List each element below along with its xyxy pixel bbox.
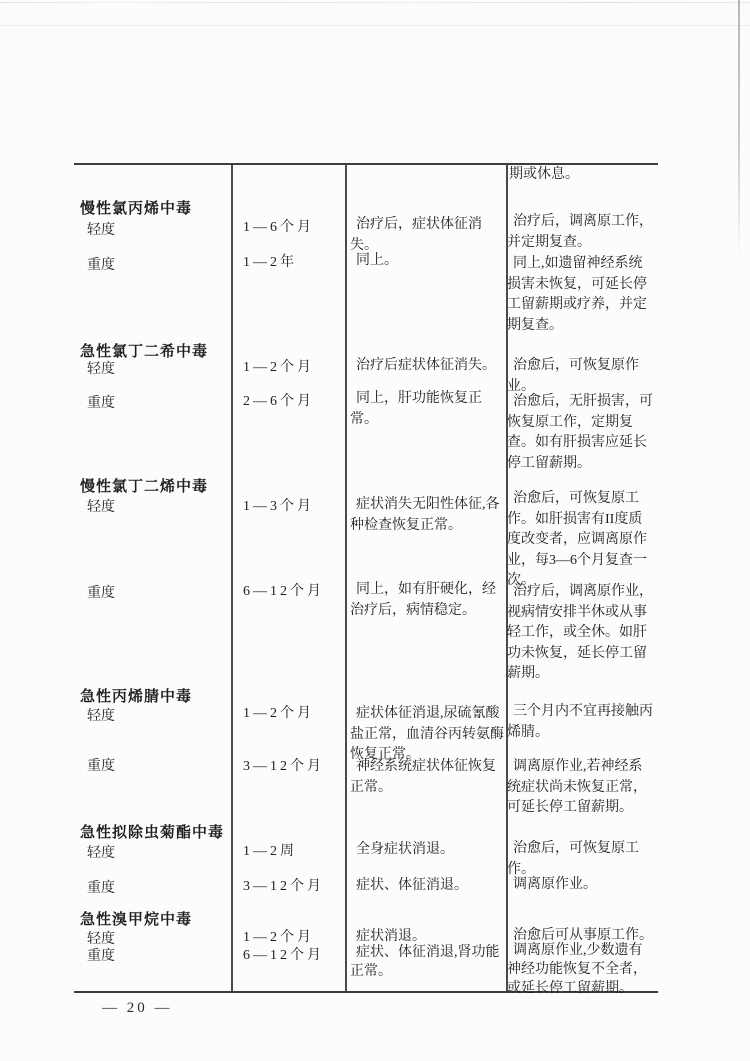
- cell-outcome: 症状、体征消退,肾功能正常。: [350, 945, 500, 979]
- cell-duration: 1—2年: [243, 255, 297, 270]
- cell-outcome: 同上。: [356, 253, 398, 268]
- cell-severity: 轻度: [87, 709, 115, 724]
- cell-management: 治愈后，无肝损害，可恢复原工作，定期复查。如有肝损害应延长停工留薪期。: [507, 394, 653, 471]
- table-column-rule: [231, 164, 233, 991]
- section-title: 急性溴甲烷中毒: [80, 912, 193, 928]
- scan-artifact-edge: [738, 0, 740, 260]
- cell-duration: 1—6个月: [243, 220, 314, 235]
- cell-outcome: 全身症状消退。: [356, 842, 454, 857]
- cell-management: 调离原作业,少数遗有神经功能恢复不全者，或延长停工留薪期。: [507, 943, 647, 996]
- cell-duration: 3—12个月: [243, 759, 324, 774]
- cell-duration: 1—2个月: [243, 706, 314, 721]
- cell-severity: 轻度: [87, 932, 115, 947]
- scan-artifact-line: [0, 25, 750, 26]
- cell-severity: 重度: [87, 396, 115, 411]
- cell-duration: 6—12个月: [243, 948, 324, 963]
- scan-artifact-line: [0, 2, 750, 3]
- section-title: 急性氯丁二希中毒: [80, 344, 209, 360]
- cell-duration: 2—6个月: [243, 394, 314, 409]
- cell-severity: 重度: [87, 881, 115, 896]
- cell-outcome: 同上，如有肝硬化，经治疗后，病情稳定。: [350, 582, 496, 618]
- cell-management: 治愈后，可恢复原工作。如肝损害有II度质度改变者，应调离原作业，每3—6个月复查一次。: [507, 491, 647, 588]
- cell-duration: 1—2个月: [243, 360, 314, 375]
- section-title: 慢性氯丁二烯中毒: [80, 479, 209, 495]
- section-title: 急性丙烯腈中毒: [80, 689, 193, 705]
- cell-duration: 1—2周: [243, 844, 297, 859]
- cell-outcome: 治疗后症状体征消失。: [356, 358, 496, 373]
- cell-management: 调离原作业,若神经系统症状尚未恢复正常，可延长停工留薪期。: [507, 759, 647, 815]
- page-number: — 20 —: [102, 1000, 173, 1016]
- cell-duration: 1—3个月: [243, 499, 314, 514]
- cell-severity: 重度: [87, 949, 115, 964]
- cell-severity: 轻度: [87, 362, 115, 377]
- cell-severity: 轻度: [87, 846, 115, 861]
- cell-outcome: 治疗后，症状体征消失。: [350, 217, 482, 253]
- cell-management-continued: 期或休息。: [509, 167, 579, 182]
- cell-management: 治疗后，调离原作业，视病情安排半休或从事轻工作，或全休。如肝功未恢复，延长停工留薪期。: [507, 584, 653, 681]
- section-title: 急性拟除虫菊酯中毒: [80, 825, 225, 841]
- section-title: 慢性氯丙烯中毒: [80, 201, 193, 217]
- cell-management: 治愈后可从事原工作。: [513, 928, 653, 943]
- cell-management: 治疗后，调离原工作，并定期复查。: [507, 214, 653, 250]
- cell-severity: 轻度: [87, 500, 115, 515]
- cell-duration: 6—12个月: [243, 584, 324, 599]
- cell-severity: 重度: [87, 586, 115, 601]
- cell-management: 治愈后，可恢复原工作。: [507, 841, 639, 877]
- cell-outcome: 症状消失无阳性体征,各种检查恢复正常。: [350, 497, 500, 533]
- cell-outcome: 神经系统症状体征恢复正常。: [350, 759, 496, 795]
- cell-management: 治愈后，可恢复原作业。: [507, 358, 639, 394]
- cell-severity: 轻度: [87, 223, 115, 238]
- cell-duration: 3—12个月: [243, 879, 324, 894]
- cell-outcome: 症状、体征消退。: [356, 878, 468, 893]
- cell-management: 调离原作业。: [513, 877, 597, 892]
- table-column-rule: [345, 164, 347, 991]
- cell-duration: 1—2个月: [243, 930, 314, 945]
- cell-severity: 重度: [87, 759, 115, 774]
- cell-management: 同上,如遗留神经系统损害未恢复，可延长停工留薪期或疗养，并定期复查。: [507, 256, 647, 333]
- cell-outcome: 同上，肝功能恢复正常。: [350, 391, 482, 427]
- cell-severity: 重度: [87, 258, 115, 273]
- cell-management: 三个月内不宜再接触丙烯腈。: [507, 704, 653, 740]
- cell-outcome: 症状消退。: [356, 929, 426, 944]
- cell-outcome: 症状体征消退,尿硫氰酸盐正常，血清谷丙转氨酶恢复正常。: [350, 706, 504, 762]
